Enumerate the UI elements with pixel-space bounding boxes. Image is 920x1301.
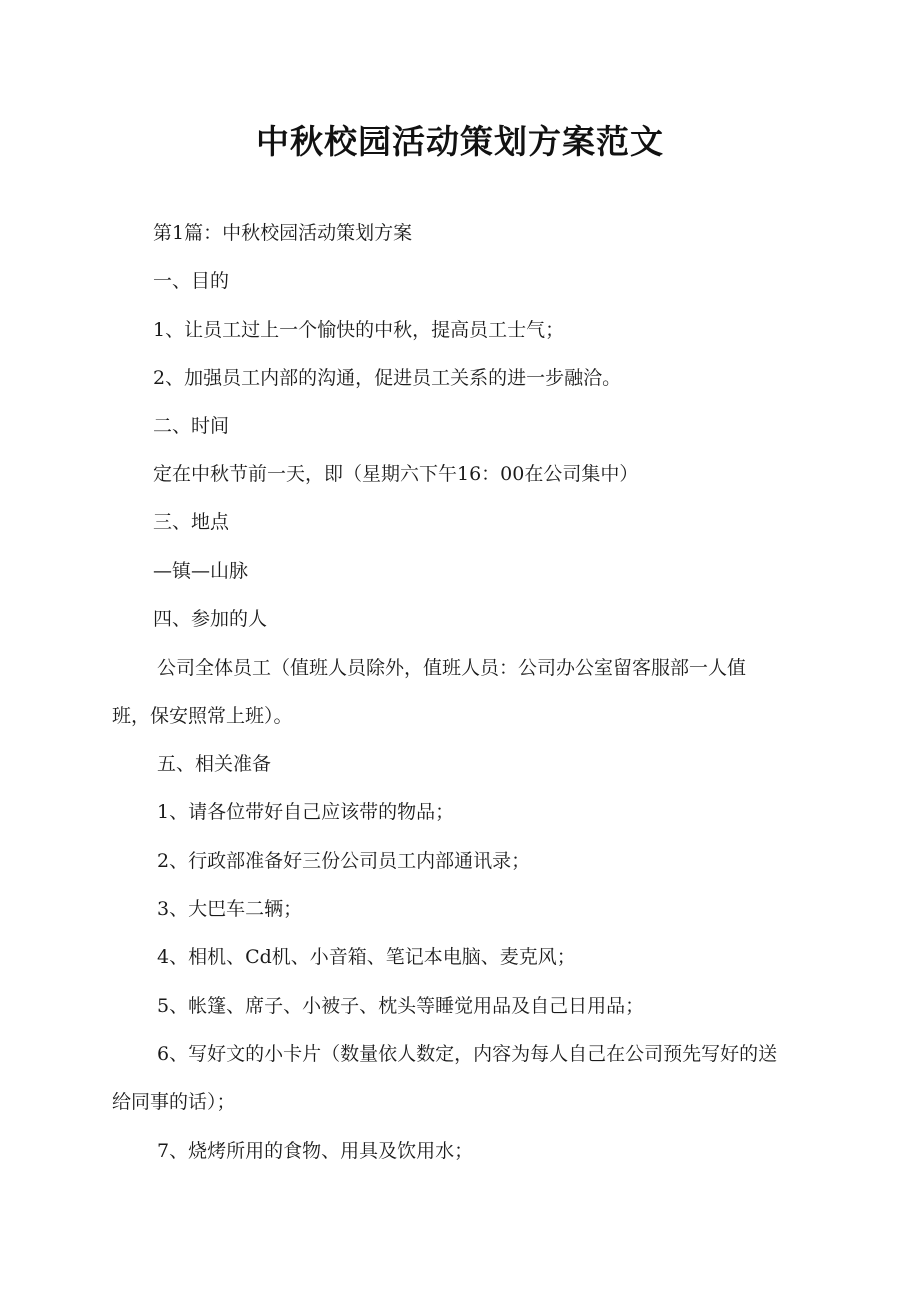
participants-text-line-1: 公司全体员工（值班人员除外，值班人员：公司办公室留客服部一人值 <box>157 657 747 679</box>
purpose-item-2: 2、加强员工内部的沟通，促进员工关系的进一步融洽。 <box>153 367 622 389</box>
preparation-item-6-line-2: 给同事的话）； <box>112 1091 236 1113</box>
section-heading-purpose: 一、目的 <box>153 270 230 292</box>
preparation-item-6-line-1: 6、写好文的小卡片（数量依人数定，内容为每人自己在公司预先写好的送 <box>157 1043 778 1065</box>
location-text: —镇—山脉 <box>153 560 249 582</box>
preparation-item-2: 2、行政部准备好三份公司员工内部通讯录； <box>157 850 531 872</box>
preparation-item-5: 5、帐篷、席子、小被子、枕头等睡觉用品及自己日用品； <box>157 995 645 1017</box>
preparation-item-1: 1、请各位带好自己应该带的物品； <box>157 801 455 823</box>
preparation-item-7: 7、烧烤所用的食物、用具及饮用水； <box>157 1140 474 1162</box>
section-heading-participants: 四、参加的人 <box>153 608 268 630</box>
purpose-item-1: 1、让员工过上一个愉快的中秋，提高员工士气； <box>153 319 565 341</box>
preparation-item-3: 3、大巴车二辆； <box>157 898 303 920</box>
section-heading-article-1: 第1篇：中秋校园活动策划方案 <box>153 222 413 244</box>
preparation-item-4: 4、相机、Cd机、小音箱、笔记本电脑、麦克风； <box>157 946 576 968</box>
participants-text-line-2: 班，保安照常上班）。 <box>112 705 293 727</box>
section-heading-time: 二、时间 <box>153 415 230 437</box>
section-heading-location: 三、地点 <box>153 511 230 533</box>
time-text: 定在中秋节前一天，即（星期六下午16：00在公司集中） <box>153 463 639 485</box>
section-heading-preparation: 五、相关准备 <box>157 753 272 775</box>
document-title: 中秋校园活动策划方案范文 <box>256 122 664 161</box>
